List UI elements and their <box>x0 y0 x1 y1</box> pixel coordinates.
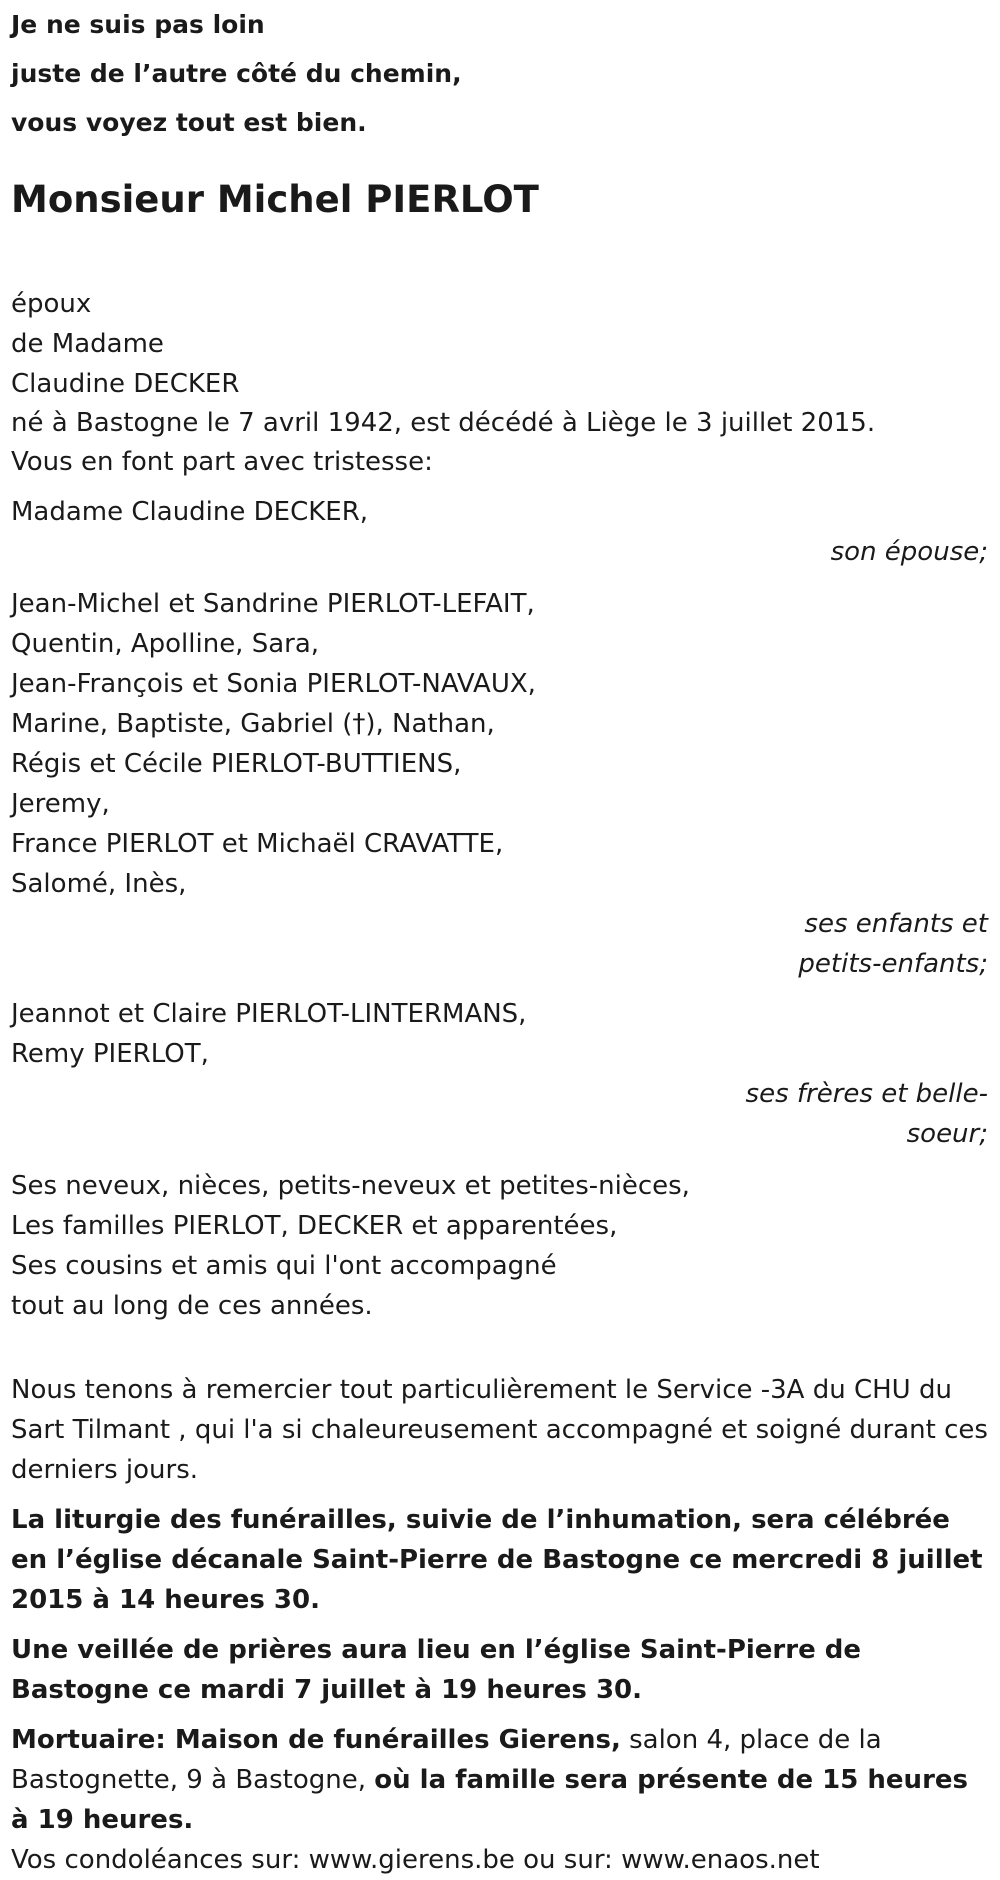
relation-line: petits-enfants; <box>798 949 988 979</box>
family-member: Jeannot et Claire PIERLOT-LINTERMANS, <box>11 999 527 1029</box>
relation-line: son épouse; <box>830 537 988 567</box>
relation-label-spouse <box>11 532 988 572</box>
family-member: Ses neveux, nièces, petits-neveux et petites-nièces, <box>11 1171 690 1201</box>
thanks-paragraph: Nous tenons à remercier tout particulièrement le Service -3A du CHU du Sart Tilmant , qui l'a si chaleureusement accompagné et soigné durant ces derniers jours. <box>11 1375 988 1485</box>
family-member: Quentin, Apolline, Sara, <box>11 629 320 659</box>
deceased-name: Monsieur Michel PIERLOT <box>11 178 539 221</box>
mortuary-paragraph <box>11 1720 988 1840</box>
relation-line: soeur; <box>906 1119 988 1149</box>
mortuary-address: salon 4, place de la Bastognette, 9 à Bastogne, <box>11 1725 882 1795</box>
family-siblings <box>11 994 988 1074</box>
relation-label-children <box>11 904 988 984</box>
family-presence: où la famille sera présente de 15 heures à 19 heures. <box>11 1765 968 1835</box>
poem-line: vous voyez tout est bien. <box>11 108 367 137</box>
spouse-block <box>11 284 988 404</box>
poem-line: Je ne suis pas loin <box>11 10 265 39</box>
spouse-line: de Madame <box>11 329 164 359</box>
poem-line: juste de l’autre côté du chemin, <box>11 59 462 88</box>
mortuary-label: Mortuaire: Maison de funérailles Gierens, <box>11 1725 621 1755</box>
announcement-line: Vous en font part avec tristesse: <box>11 447 433 477</box>
spouse-line: Claudine DECKER <box>11 369 240 399</box>
family-member: Jeremy, <box>11 789 110 819</box>
family-member: Salomé, Inès, <box>11 869 187 899</box>
family-member: Marine, Baptiste, Gabriel (†), Nathan, <box>11 709 495 739</box>
relation-line: ses enfants et <box>804 909 988 939</box>
family-member: France PIERLOT et Michaël CRAVATTE, <box>11 829 504 859</box>
family-member: Régis et Cécile PIERLOT-BUTTIENS, <box>11 749 462 779</box>
family-member: Les familles PIERLOT, DECKER et apparentées, <box>11 1211 618 1241</box>
birth-death-statement: né à Bastogne le 7 avril 1942, est décédé à Liège le 3 juillet 2015. <box>11 408 876 438</box>
family-children <box>11 584 988 904</box>
family-spouse <box>11 492 988 532</box>
vigil-paragraph: Une veillée de prières aura lieu en l’église Saint-Pierre de Bastogne ce mardi 7 juillet à 19 heures 30. <box>11 1635 862 1705</box>
spouse-line: époux <box>11 289 92 319</box>
family-others <box>11 1166 988 1326</box>
family-member: tout au long de ces années. <box>11 1291 373 1321</box>
relation-line: ses frères et belle- <box>745 1079 988 1109</box>
family-member: Remy PIERLOT, <box>11 1039 209 1069</box>
family-member: Madame Claudine DECKER, <box>11 497 369 527</box>
family-member: Ses cousins et amis qui l'ont accompagné <box>11 1251 557 1281</box>
funeral-paragraph: La liturgie des funérailles, suivie de l’inhumation, sera célébrée en l’église décanale Saint-Pierre de Bastogne ce mercredi 8 juillet 2015 à 14 heures 30. <box>11 1505 983 1615</box>
family-member: Jean-Michel et Sandrine PIERLOT-LEFAIT, <box>11 589 535 619</box>
opening-poem <box>11 0 988 142</box>
family-member: Jean-François et Sonia PIERLOT-NAVAUX, <box>11 669 536 699</box>
condolences-line: Vos condoléances sur: www.gierens.be ou sur: www.enaos.net <box>11 1845 820 1875</box>
relation-label-siblings <box>11 1074 988 1154</box>
